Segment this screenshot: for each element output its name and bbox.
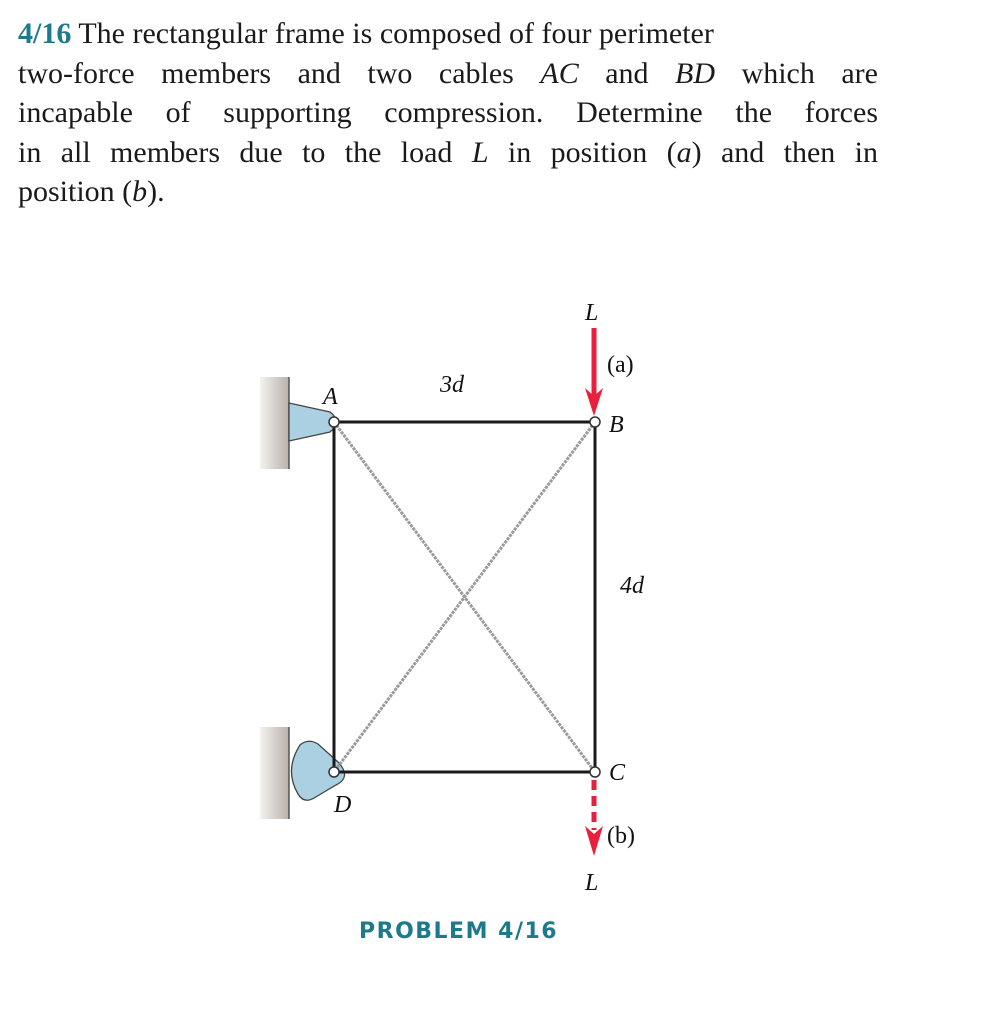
wall-top — [260, 377, 289, 469]
pin-a — [329, 417, 339, 427]
figure-caption: PROBLEM 4/16 — [359, 919, 559, 944]
pin-d — [329, 767, 339, 777]
text: which are — [715, 56, 878, 90]
position-b: b — [132, 175, 148, 208]
pin-b — [590, 417, 600, 427]
wall-bottom — [260, 727, 289, 819]
position-a: a — [676, 135, 692, 169]
load-arrowhead-b — [585, 826, 603, 856]
load-symbol: L — [471, 135, 489, 169]
dimension-3d: 3d — [440, 372, 464, 398]
cable-bd: BD — [675, 56, 716, 90]
text: incapable of supporting compression. Determine the forces — [18, 96, 878, 129]
label-a: A — [323, 384, 338, 410]
text: in all members due to the load — [18, 135, 472, 169]
load-label-top: L — [585, 300, 599, 326]
position-a-label: (a) — [607, 352, 634, 378]
text: The rectangular frame is composed of four perimeter — [78, 17, 714, 50]
text: two-force members and two cables — [18, 56, 541, 90]
pin-c — [590, 767, 600, 777]
text: position ( — [18, 175, 133, 208]
text: and — [578, 56, 676, 90]
label-c: C — [609, 760, 626, 786]
problem-number: 4/16 — [18, 17, 72, 50]
load-label-bottom: L — [585, 870, 599, 896]
label-d: D — [334, 792, 352, 818]
label-b: B — [609, 412, 624, 438]
text: in position ( — [488, 135, 677, 169]
text: ) and then in — [691, 135, 878, 169]
text: ). — [147, 175, 165, 208]
position-b-label: (b) — [607, 823, 635, 849]
dimension-4d: 4d — [620, 573, 644, 599]
cable-ac: AC — [540, 56, 579, 90]
